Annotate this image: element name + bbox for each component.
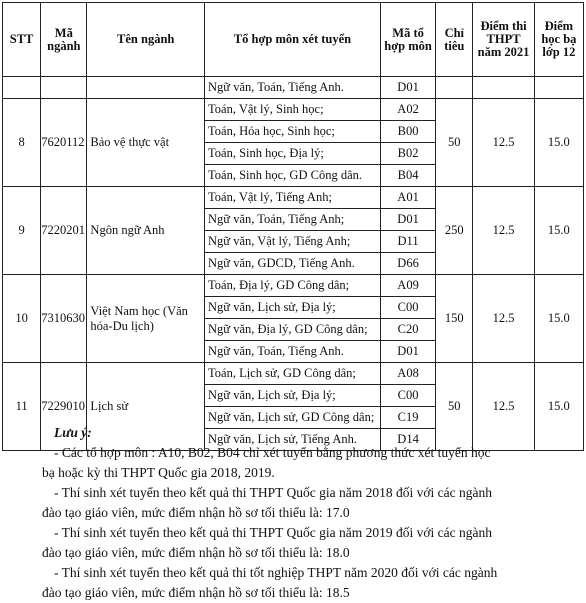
ma-nganh-cell: 7620112	[41, 99, 87, 187]
notes-title: Lưu ý:	[54, 425, 92, 440]
combo-cell: Ngữ văn, Vật lý, Tiếng Anh;	[205, 231, 381, 253]
combo-code-cell: B00	[380, 121, 435, 143]
combo-cell: Toán, Sinh học, GD Công dân.	[205, 165, 381, 187]
stt-cell: 8	[3, 99, 41, 187]
combo-cell: Ngữ văn, Lịch sử, GD Công dân;	[205, 407, 381, 429]
ma-nganh-cell: 7310630	[41, 275, 87, 363]
diem-thi-cell: 12.5	[473, 363, 534, 451]
ma-nganh-cell: 7220201	[41, 187, 87, 275]
hoc-ba-cell: 15.0	[534, 363, 583, 451]
note-line: đào tạo giáo viên, mức điểm nhận hồ sơ tối thiểu là: 17.0	[42, 505, 350, 520]
table-row-prev	[3, 77, 584, 99]
header-chi-tieu: Chỉ tiêu	[436, 3, 473, 77]
combo-code-cell: C19	[380, 407, 435, 429]
combo-cell: Toán, Vật lý, Tiếng Anh;	[205, 187, 381, 209]
ten-nganh-cell: Việt Nam học (Văn hóa-Du lịch)	[87, 275, 205, 363]
combo-code-cell: A01	[380, 187, 435, 209]
chi-tieu-cell: 250	[436, 187, 473, 275]
chi-tieu-cell: 150	[436, 275, 473, 363]
cell-empty	[534, 77, 583, 99]
combo-cell: Toán, Hóa học, Sinh học;	[205, 121, 381, 143]
ma-nganh-cell: 7229010	[41, 363, 87, 451]
cell-empty	[87, 77, 205, 99]
stt-cell: 10	[3, 275, 41, 363]
notes-section	[42, 423, 582, 603]
combo-code-cell: D01	[380, 209, 435, 231]
diem-thi-cell: 12.5	[473, 99, 534, 187]
cell-empty	[436, 77, 473, 99]
ten-nganh-cell: Ngôn ngữ Anh	[87, 187, 205, 275]
combo-code-cell: A02	[380, 99, 435, 121]
cell-empty	[3, 77, 41, 99]
header-to-hop: Tổ hợp môn xét tuyển	[205, 3, 381, 77]
header-ten-nganh: Tên ngành	[87, 3, 205, 77]
stt-cell: 11	[3, 363, 41, 451]
combo-cell: Ngữ văn, Toán, Tiếng Anh.	[205, 77, 381, 99]
combo-cell: Ngữ văn, Toán, Tiếng Anh.	[205, 341, 381, 363]
combo-code-cell: D14	[380, 429, 435, 451]
combo-code-cell: D01	[380, 341, 435, 363]
table-row	[3, 275, 584, 297]
diem-thi-cell: 12.5	[473, 187, 534, 275]
note-line: đào tạo giáo viên, mức điểm nhận hồ sơ tối thiểu là: 18.5	[42, 585, 350, 600]
combo-cell: Toán, Vật lý, Sinh học;	[205, 99, 381, 121]
combo-code-cell: A09	[380, 275, 435, 297]
cell-empty	[41, 77, 87, 99]
header-diem-hoc-ba: Điểm học bạ lớp 12	[534, 3, 583, 77]
note-line: bạ hoặc kỳ thi THPT Quốc gia 2018, 2019.	[42, 465, 275, 480]
table-row	[3, 187, 584, 209]
diem-thi-cell: 12.5	[473, 275, 534, 363]
table-row	[3, 363, 584, 385]
chi-tieu-cell: 50	[436, 99, 473, 187]
combo-cell: Ngữ văn, GDCD, Tiếng Anh.	[205, 253, 381, 275]
note-line: đào tạo giáo viên, mức điểm nhận hồ sơ tối thiểu là: 18.0	[42, 545, 350, 560]
cell-empty	[473, 77, 534, 99]
combo-cell: Toán, Địa lý, GD Công dân;	[205, 275, 381, 297]
note-line: - Các tổ hợp môn : A10, B02, B04 chỉ xét tuyển bằng phương thức xét tuyển học	[54, 445, 491, 460]
combo-code-cell: B02	[380, 143, 435, 165]
ten-nganh-cell: Lịch sử	[87, 363, 205, 451]
combo-code-cell: C00	[380, 385, 435, 407]
combo-code-cell: D66	[380, 253, 435, 275]
combo-cell: Toán, Sinh học, Địa lý;	[205, 143, 381, 165]
admission-table	[2, 2, 584, 451]
header-ma-to-hop: Mã tổ hợp môn	[380, 3, 435, 77]
combo-code-cell: C20	[380, 319, 435, 341]
combo-cell: Ngữ văn, Lịch sử, Địa lý;	[205, 297, 381, 319]
combo-cell: Ngữ văn, Lịch sử, Tiếng Anh.	[205, 429, 381, 451]
combo-cell: Ngữ văn, Lịch sử, Địa lý;	[205, 385, 381, 407]
combo-code-cell: B04	[380, 165, 435, 187]
hoc-ba-cell: 15.0	[534, 99, 583, 187]
note-line: - Thí sinh xét tuyển theo kết quả thi THPT Quốc gia năm 2018 đối với các ngành	[54, 485, 492, 500]
table-header-row	[3, 3, 584, 77]
combo-cell: Toán, Lịch sử, GD Công dân;	[205, 363, 381, 385]
combo-code-cell: D01	[380, 77, 435, 99]
table-row	[3, 99, 584, 121]
stt-cell: 9	[3, 187, 41, 275]
header-stt: STT	[3, 3, 41, 77]
hoc-ba-cell: 15.0	[534, 187, 583, 275]
ten-nganh-cell: Bảo vệ thực vật	[87, 99, 205, 187]
combo-code-cell: A08	[380, 363, 435, 385]
combo-cell: Ngữ văn, Toán, Tiếng Anh;	[205, 209, 381, 231]
combo-code-cell: C00	[380, 297, 435, 319]
note-line: - Thí sinh xét tuyển theo kết quả thi tốt nghiệp THPT năm 2020 đối với các ngành	[54, 565, 498, 580]
note-line: - Thí sinh xét tuyển theo kết quả thi THPT Quốc gia năm 2019 đối với các ngành	[54, 525, 492, 540]
combo-cell: Ngữ văn, Địa lý, GD Công dân;	[205, 319, 381, 341]
header-ma-nganh: Mã ngành	[41, 3, 87, 77]
chi-tieu-cell: 50	[436, 363, 473, 451]
hoc-ba-cell: 15.0	[534, 275, 583, 363]
header-diem-thi: Điểm thi THPT năm 2021	[473, 3, 534, 77]
combo-code-cell: D11	[380, 231, 435, 253]
